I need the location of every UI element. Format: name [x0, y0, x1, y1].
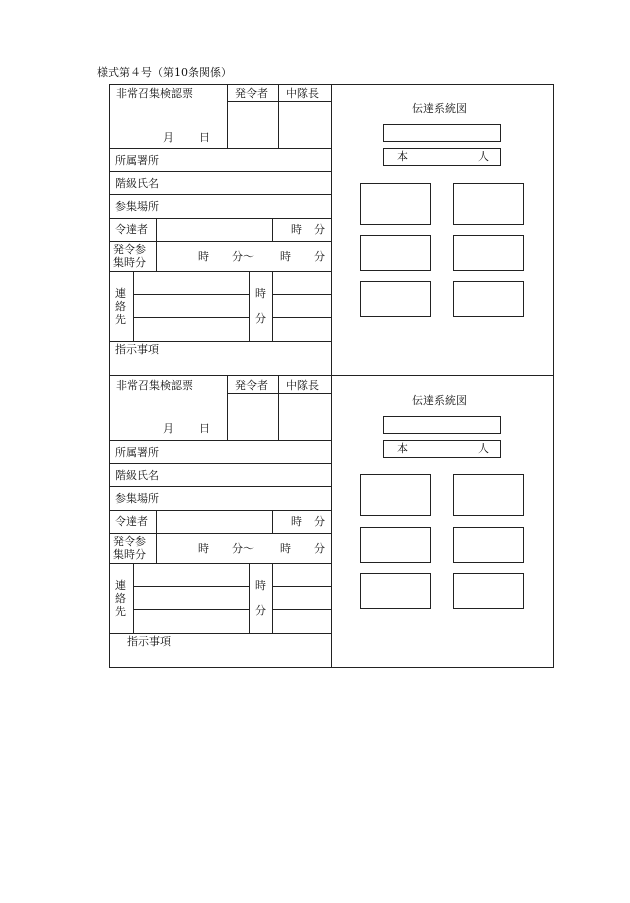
- divider: [109, 271, 331, 272]
- messenger-label: 令達者: [115, 223, 148, 236]
- divider: [272, 218, 273, 241]
- diagram-box: [453, 183, 524, 225]
- divider: [109, 341, 331, 342]
- instructions-label: 指示事項: [115, 343, 159, 356]
- divider: [133, 586, 249, 587]
- diagram-title: 伝達系統図: [412, 102, 467, 115]
- assembly-place-label: 参集場所: [115, 200, 159, 213]
- day-label: 日: [199, 422, 210, 435]
- divider: [272, 271, 273, 341]
- self-label: 人: [478, 442, 489, 455]
- day-label: 日: [199, 131, 210, 144]
- contact-hour-label: 時: [255, 287, 266, 300]
- order-minute-label: 分〜: [232, 542, 254, 555]
- contact-label: 絡: [115, 300, 126, 313]
- card-2: [0, 375, 630, 668]
- order-minute-label: 分: [314, 250, 325, 263]
- order-hour-label: 時: [280, 250, 291, 263]
- affiliation-label: 所属署所: [115, 446, 159, 459]
- contact-label: 連: [115, 579, 126, 592]
- order-time-label: 発令参: [113, 243, 146, 256]
- messenger-hour-label: 時: [291, 223, 302, 236]
- card-1: [0, 84, 630, 376]
- contact-label: 先: [115, 605, 126, 618]
- messenger-minute-label: 分: [314, 223, 325, 236]
- affiliation-label: 所属署所: [115, 154, 159, 167]
- divider: [249, 271, 250, 341]
- messenger-label: 令達者: [115, 515, 148, 528]
- order-hour-label: 時: [280, 542, 291, 555]
- divider: [156, 218, 157, 271]
- divider: [227, 101, 331, 102]
- divider: [227, 375, 228, 440]
- diagram-box: [360, 573, 431, 609]
- divider: [278, 84, 279, 148]
- divider: [272, 317, 331, 318]
- rank-name-label: 階級氏名: [115, 469, 159, 482]
- divider: [109, 633, 331, 634]
- divider: [133, 317, 249, 318]
- divider: [109, 218, 331, 219]
- self-label: 本: [397, 442, 408, 455]
- diagram-box: [453, 527, 524, 563]
- divider: [133, 609, 249, 610]
- divider: [133, 271, 134, 341]
- assembly-place-label: 参集場所: [115, 492, 159, 505]
- diagram-box: [453, 235, 524, 271]
- divider: [278, 375, 279, 440]
- divider: [133, 294, 249, 295]
- messenger-minute-label: 分: [314, 515, 325, 528]
- diagram-box-sender: [383, 416, 501, 434]
- month-label: 月: [163, 131, 174, 144]
- captain-label: 中隊長: [286, 379, 319, 392]
- self-label: 本: [397, 150, 408, 163]
- diagram-box: [360, 183, 431, 225]
- divider: [109, 486, 331, 487]
- order-minute-label: 分: [314, 542, 325, 555]
- instructions-label: 指示事項: [127, 635, 171, 648]
- diagram-box: [453, 281, 524, 317]
- order-time-label: 発令参: [113, 535, 146, 548]
- divider: [109, 440, 331, 441]
- order-time-label: 集時分: [113, 548, 146, 561]
- diagram-box: [360, 474, 431, 516]
- contact-hour-label: 時: [255, 579, 266, 592]
- divider: [133, 563, 134, 633]
- order-hour-label: 時: [198, 250, 209, 263]
- card-title: 非常召集検認票: [116, 379, 193, 392]
- self-label: 人: [478, 150, 489, 163]
- divider: [109, 148, 331, 149]
- diagram-title: 伝達系統図: [412, 394, 467, 407]
- divider: [331, 375, 332, 668]
- issuer-label: 発令者: [235, 87, 268, 100]
- divider: [109, 510, 331, 511]
- contact-minute-label: 分: [255, 604, 266, 617]
- issuer-label: 発令者: [235, 379, 268, 392]
- diagram-box-sender: [383, 124, 501, 142]
- month-label: 月: [163, 422, 174, 435]
- divider: [272, 609, 331, 610]
- captain-label: 中隊長: [286, 87, 319, 100]
- divider: [331, 84, 332, 376]
- messenger-hour-label: 時: [291, 515, 302, 528]
- divider: [109, 463, 331, 464]
- diagram-box: [360, 281, 431, 317]
- order-hour-label: 時: [198, 542, 209, 555]
- divider: [249, 563, 250, 633]
- divider: [272, 563, 273, 633]
- contact-minute-label: 分: [255, 312, 266, 325]
- divider: [156, 510, 157, 563]
- divider: [227, 393, 331, 394]
- rank-name-label: 階級氏名: [115, 177, 159, 190]
- divider: [272, 294, 331, 295]
- diagram-box: [360, 235, 431, 271]
- contact-label: 絡: [115, 592, 126, 605]
- divider: [109, 241, 331, 242]
- divider: [272, 586, 331, 587]
- diagram-box: [453, 573, 524, 609]
- divider: [109, 194, 331, 195]
- order-minute-label: 分〜: [232, 250, 254, 263]
- order-time-label: 集時分: [113, 256, 146, 269]
- card-title: 非常召集検認票: [116, 87, 193, 100]
- divider: [272, 510, 273, 533]
- diagram-box: [453, 474, 524, 516]
- contact-label: 先: [115, 313, 126, 326]
- form-number: 様式第４号（第10条関係）: [97, 66, 232, 79]
- divider: [109, 171, 331, 172]
- contact-label: 連: [115, 287, 126, 300]
- diagram-box: [360, 527, 431, 563]
- divider: [109, 563, 331, 564]
- divider: [109, 533, 331, 534]
- divider: [227, 84, 228, 148]
